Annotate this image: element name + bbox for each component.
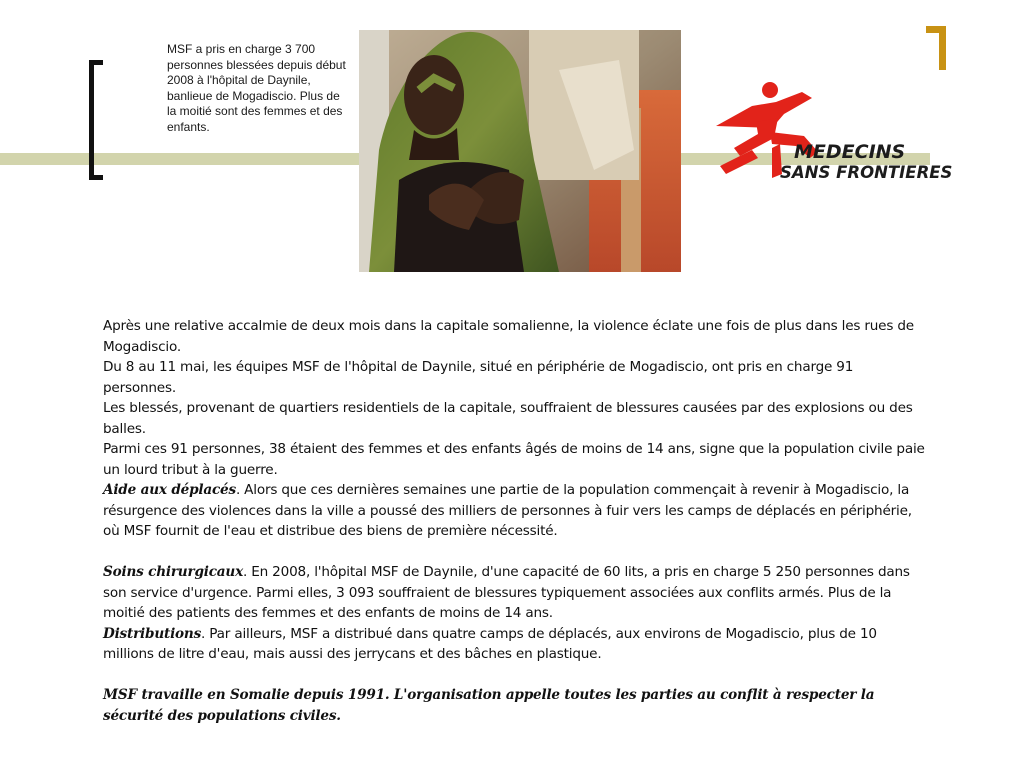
article-paragraph-surgery <box>103 562 925 624</box>
left-bracket-decoration <box>89 60 103 180</box>
logo-line-sans-frontieres: SANS FRONTIERES <box>780 163 952 182</box>
article-paragraph-3: Les blessés, provenant de quartiers residentiels de la capitale, souffraient de blessures causées par des explosions ou des balles. <box>103 400 913 437</box>
text-distributions: . Par ailleurs, MSF a distribué dans quatre camps de déplacés, aux environs de Mogadiscio, plus de 10 millions de litre d'eau, mais aussi des jerrycans et des bâches en plastique. <box>103 625 877 662</box>
article-paragraph-2: Du 8 au 11 mai, les équipes MSF de l'hôpital de Daynile, situé en périphérie de Mogadiscio, ont pris en charge 91 personnes. <box>103 359 854 396</box>
msf-logo <box>712 78 952 188</box>
article-closing-statement: MSF travaille en Somalie depuis 1991. L'organisation appelle toutes les parties au conflit à respecter la sécurité des populations civiles. <box>103 687 875 724</box>
article-paragraph-4: Parmi ces 91 personnes, 38 étaient des femmes et des enfants âgés de moins de 14 ans, signe que la population civile paie un lourd tribut à la guerre. <box>103 441 925 478</box>
photo-caption: MSF a pris en charge 3 700 personnes blessées depuis début 2008 à l'hôpital de Daynile, banlieue de Mogadiscio. Plus de la moitié sont des femmes et des enfants. <box>167 42 346 134</box>
article-paragraph-1: Après une relative accalmie de deux mois dans la capitale somalienne, la violence éclate une fois de plus dans les rues de Mogadiscio. <box>103 318 914 355</box>
article-paragraph-distributions <box>103 624 925 665</box>
label-soins-chirurgicaux: Soins chirurgicaux <box>103 564 243 580</box>
label-distributions: Distributions <box>103 625 202 642</box>
logo-line-medecins: MEDECINS <box>794 141 906 163</box>
paragraph-spacer <box>103 542 925 563</box>
right-bracket-decoration <box>926 26 946 70</box>
text-aide-aux-deplaces: . Alors que ces dernières semaines une partie de la population commençait à revenir à Mogadiscio, la résurgence des violences dans la ville a poussé des milliers de personnes à fuir vers les camps de déplacés en périphérie, où MSF fournit de l'eau et distribue des biens de première nécessité. <box>103 482 912 539</box>
paragraph-spacer <box>103 665 925 686</box>
text-soins-chirurgicaux: . En 2008, l'hôpital MSF de Daynile, d'une capacité de 60 lits, a pris en charge 5 250 personnes dans son service d'urgence. Parmi elles, 3 093 souffraient de blessures typiquement associées aux conflits armés. Plus de la moitié des patients des femmes et des enfants de moins de 14 ans. <box>103 564 910 621</box>
article-paragraph-displaced <box>103 480 925 542</box>
label-aide-aux-deplaces: Aide aux déplacés <box>103 482 236 498</box>
wounded-woman-photo <box>359 30 681 272</box>
article-body <box>103 316 925 726</box>
